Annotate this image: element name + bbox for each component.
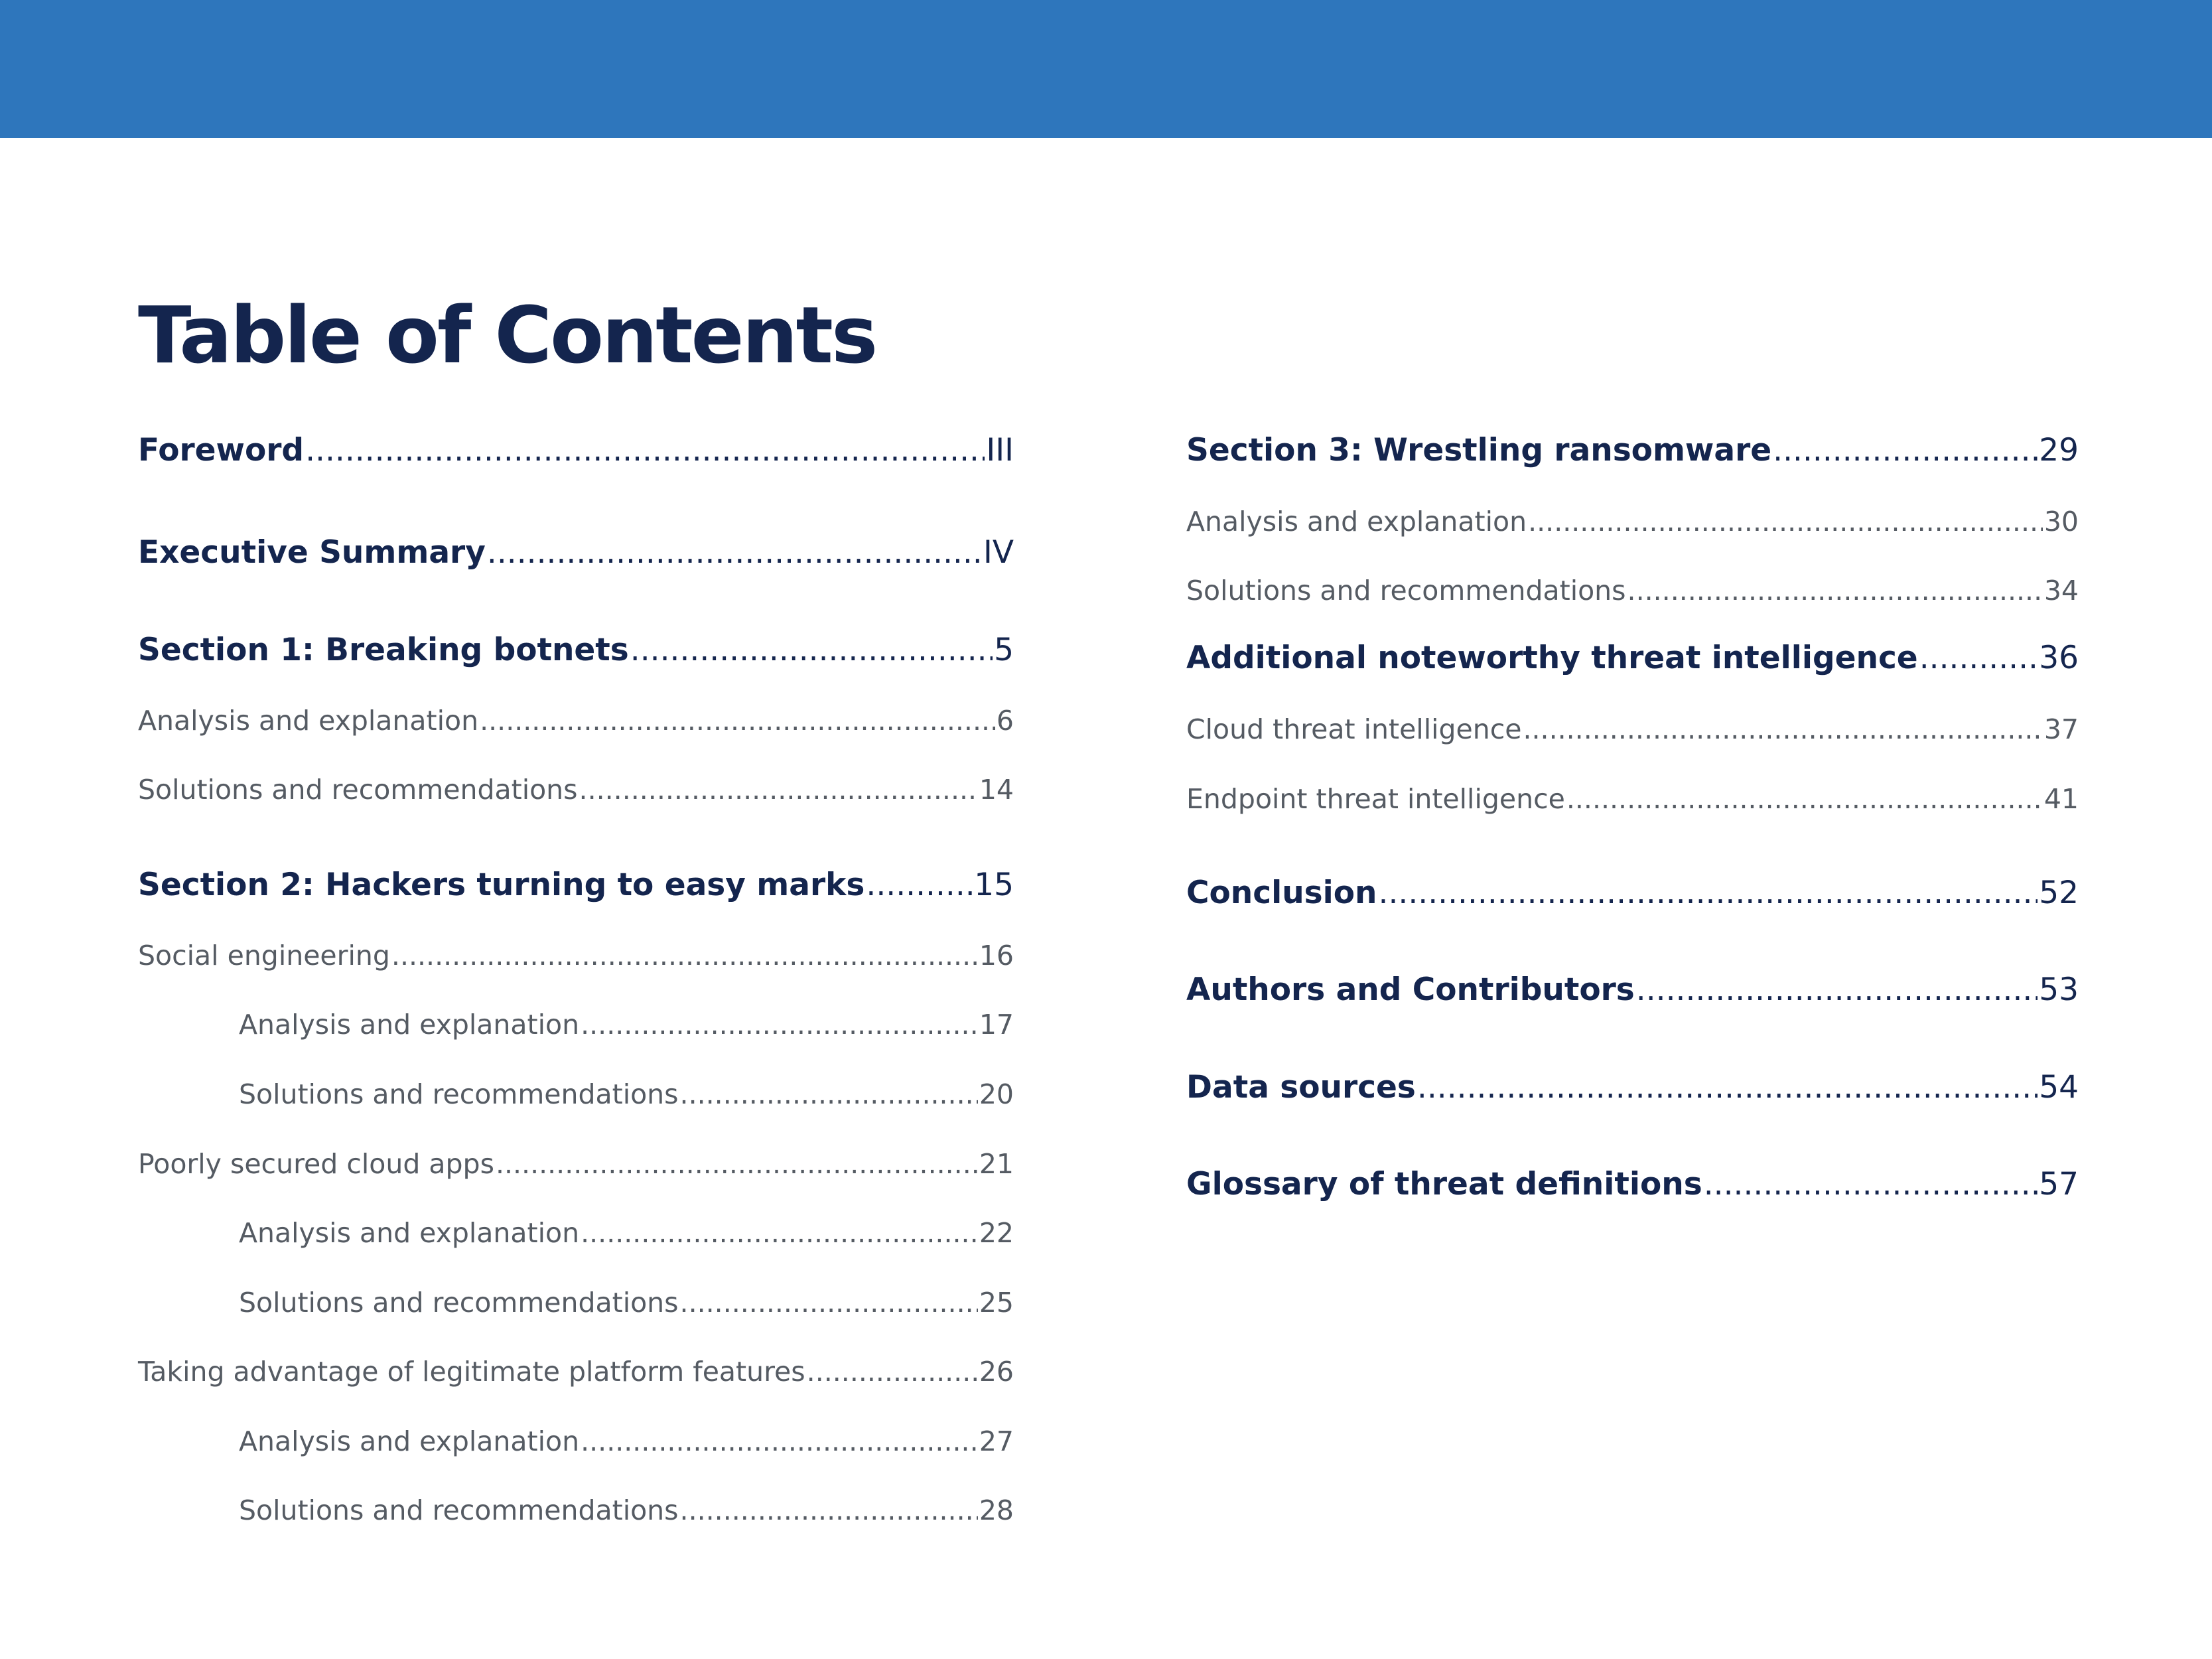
- toc-entry-title: Cloud threat intelligence: [1186, 713, 1522, 745]
- toc-entry-title: Analysis and explanation: [239, 1217, 580, 1249]
- toc-entry-ca-solutions[interactable]: [239, 1284, 1014, 1321]
- toc-entry-s3-solutions[interactable]: [1186, 572, 2079, 609]
- toc-entry-page: 37: [2043, 713, 2079, 745]
- toc-entry-title: Solutions and recommendations: [239, 1494, 679, 1526]
- toc-entry-page: 54: [2039, 1069, 2079, 1106]
- toc-entry-page: 22: [979, 1217, 1014, 1249]
- toc-entry-conclusion[interactable]: [1186, 872, 2079, 914]
- toc-entry-s1-analysis[interactable]: [138, 702, 1014, 739]
- toc-entry-page: 28: [979, 1494, 1014, 1526]
- toc-entry-platform-features[interactable]: [138, 1353, 1014, 1390]
- header-band: [0, 0, 2212, 138]
- dot-leader: [480, 702, 995, 739]
- toc-entry-title: Solutions and recommendations: [239, 1287, 679, 1319]
- dot-leader: [1528, 503, 2043, 540]
- page-title: Table of Contents: [138, 289, 876, 381]
- dot-leader: [630, 629, 993, 672]
- toc-entry-page: IV: [983, 534, 1014, 571]
- dot-leader: [579, 771, 978, 808]
- toc-entry-title: Analysis and explanation: [239, 1425, 580, 1457]
- dot-leader: [391, 937, 978, 974]
- toc-entry-authors[interactable]: [1186, 969, 2079, 1011]
- dot-leader: [581, 1214, 978, 1252]
- toc-entry-page: 20: [979, 1078, 1014, 1110]
- toc-entry-glossary[interactable]: [1186, 1163, 2079, 1206]
- dot-leader: [1919, 637, 2038, 680]
- toc-entry-title: Solutions and recommendations: [239, 1078, 679, 1110]
- toc-entry-title: Solutions and recommendations: [138, 774, 578, 806]
- toc-entry-title: Executive Summary: [138, 534, 486, 571]
- toc-entry-title: Taking advantage of legitimate platform features: [138, 1356, 805, 1388]
- toc-entry-title: Glossary of threat definitions: [1186, 1166, 1702, 1202]
- toc-entry-title: Social engineering: [138, 940, 390, 972]
- dot-leader: [680, 1076, 978, 1113]
- toc-entry-s1-solutions[interactable]: [138, 771, 1014, 808]
- toc-entry-title: Section 1: Breaking botnets: [138, 632, 629, 668]
- toc-entry-pf-solutions[interactable]: [239, 1492, 1014, 1529]
- toc-entry-section-3[interactable]: [1186, 429, 2079, 472]
- toc-entry-foreword[interactable]: [138, 429, 1014, 472]
- toc-entry-page: 25: [979, 1287, 1014, 1319]
- dot-leader: [1523, 711, 2042, 748]
- toc-entry-section-2[interactable]: [138, 864, 1014, 906]
- dot-leader: [496, 1145, 978, 1183]
- toc-entry-page: 52: [2039, 875, 2079, 911]
- dot-leader: [1566, 780, 2043, 818]
- dot-leader: [866, 864, 973, 906]
- toc-entry-title: Solutions and recommendations: [1186, 575, 1626, 607]
- toc-entry-ca-analysis[interactable]: [239, 1214, 1014, 1252]
- toc-entry-cloud-apps[interactable]: [138, 1145, 1014, 1183]
- dot-leader: [680, 1284, 978, 1321]
- toc-entry-cloud-intel[interactable]: [1186, 711, 2079, 748]
- toc-entry-s3-analysis[interactable]: [1186, 503, 2079, 540]
- toc-entry-data-sources[interactable]: [1186, 1066, 2079, 1109]
- toc-entry-page: 26: [979, 1356, 1014, 1388]
- dot-leader: [680, 1492, 978, 1529]
- dot-leader: [1627, 572, 2043, 609]
- toc-entry-page: III: [986, 432, 1014, 469]
- toc-entry-page: 36: [2039, 640, 2079, 676]
- toc-entry-page: 57: [2039, 1166, 2079, 1202]
- toc-entry-page: 5: [994, 632, 1014, 668]
- dot-leader: [1704, 1163, 2038, 1206]
- toc-entry-title: Section 3: Wrestling ransomware: [1186, 432, 1772, 469]
- toc-entry-title: Section 2: Hackers turning to easy marks: [138, 867, 865, 903]
- toc-entry-additional-intel[interactable]: [1186, 637, 2079, 680]
- toc-entry-title: Authors and Contributors: [1186, 972, 1635, 1008]
- toc-entry-executive-summary[interactable]: [138, 532, 1014, 574]
- dot-leader: [1417, 1066, 2038, 1109]
- toc-entry-page: 6: [996, 705, 1014, 737]
- toc-entry-endpoint-intel[interactable]: [1186, 780, 2079, 818]
- toc-entry-page: 16: [979, 940, 1014, 972]
- dot-leader: [581, 1423, 978, 1460]
- toc-entry-title: Analysis and explanation: [138, 705, 479, 737]
- toc-entry-se-analysis[interactable]: [239, 1006, 1014, 1043]
- toc-entry-title: Data sources: [1186, 1069, 1416, 1106]
- toc-entry-page: 27: [979, 1425, 1014, 1457]
- toc-entry-page: 14: [979, 774, 1014, 806]
- toc-entry-page: 17: [979, 1009, 1014, 1041]
- toc-entry-title: Poorly secured cloud apps: [138, 1148, 494, 1180]
- toc-entry-pf-analysis[interactable]: [239, 1423, 1014, 1460]
- dot-leader: [581, 1006, 978, 1043]
- toc-entry-title: Analysis and explanation: [1186, 506, 1527, 538]
- toc-entry-page: 34: [2043, 575, 2079, 607]
- toc-entry-page: 15: [974, 867, 1014, 903]
- toc-entry-title: Analysis and explanation: [239, 1009, 580, 1041]
- toc-entry-page: 29: [2039, 432, 2079, 469]
- toc-entry-title: Conclusion: [1186, 875, 1377, 911]
- toc-entry-se-solutions[interactable]: [239, 1076, 1014, 1113]
- dot-leader: [487, 532, 982, 574]
- dot-leader: [1773, 429, 2038, 472]
- dot-leader: [1636, 969, 2038, 1011]
- toc-entry-page: 53: [2039, 972, 2079, 1008]
- toc-entry-page: 30: [2043, 506, 2079, 538]
- toc-entry-title: Additional noteworthy threat intelligence: [1186, 640, 1918, 676]
- toc-entry-section-1[interactable]: [138, 629, 1014, 672]
- dot-leader: [807, 1353, 978, 1390]
- dot-leader: [1379, 872, 2038, 914]
- toc-entry-page: 21: [979, 1148, 1014, 1180]
- toc-entry-title: Foreword: [138, 432, 305, 469]
- toc-entry-social-engineering[interactable]: [138, 937, 1014, 974]
- toc-entry-page: 41: [2043, 783, 2079, 815]
- dot-leader: [305, 429, 985, 472]
- toc-entry-title: Endpoint threat intelligence: [1186, 783, 1565, 815]
